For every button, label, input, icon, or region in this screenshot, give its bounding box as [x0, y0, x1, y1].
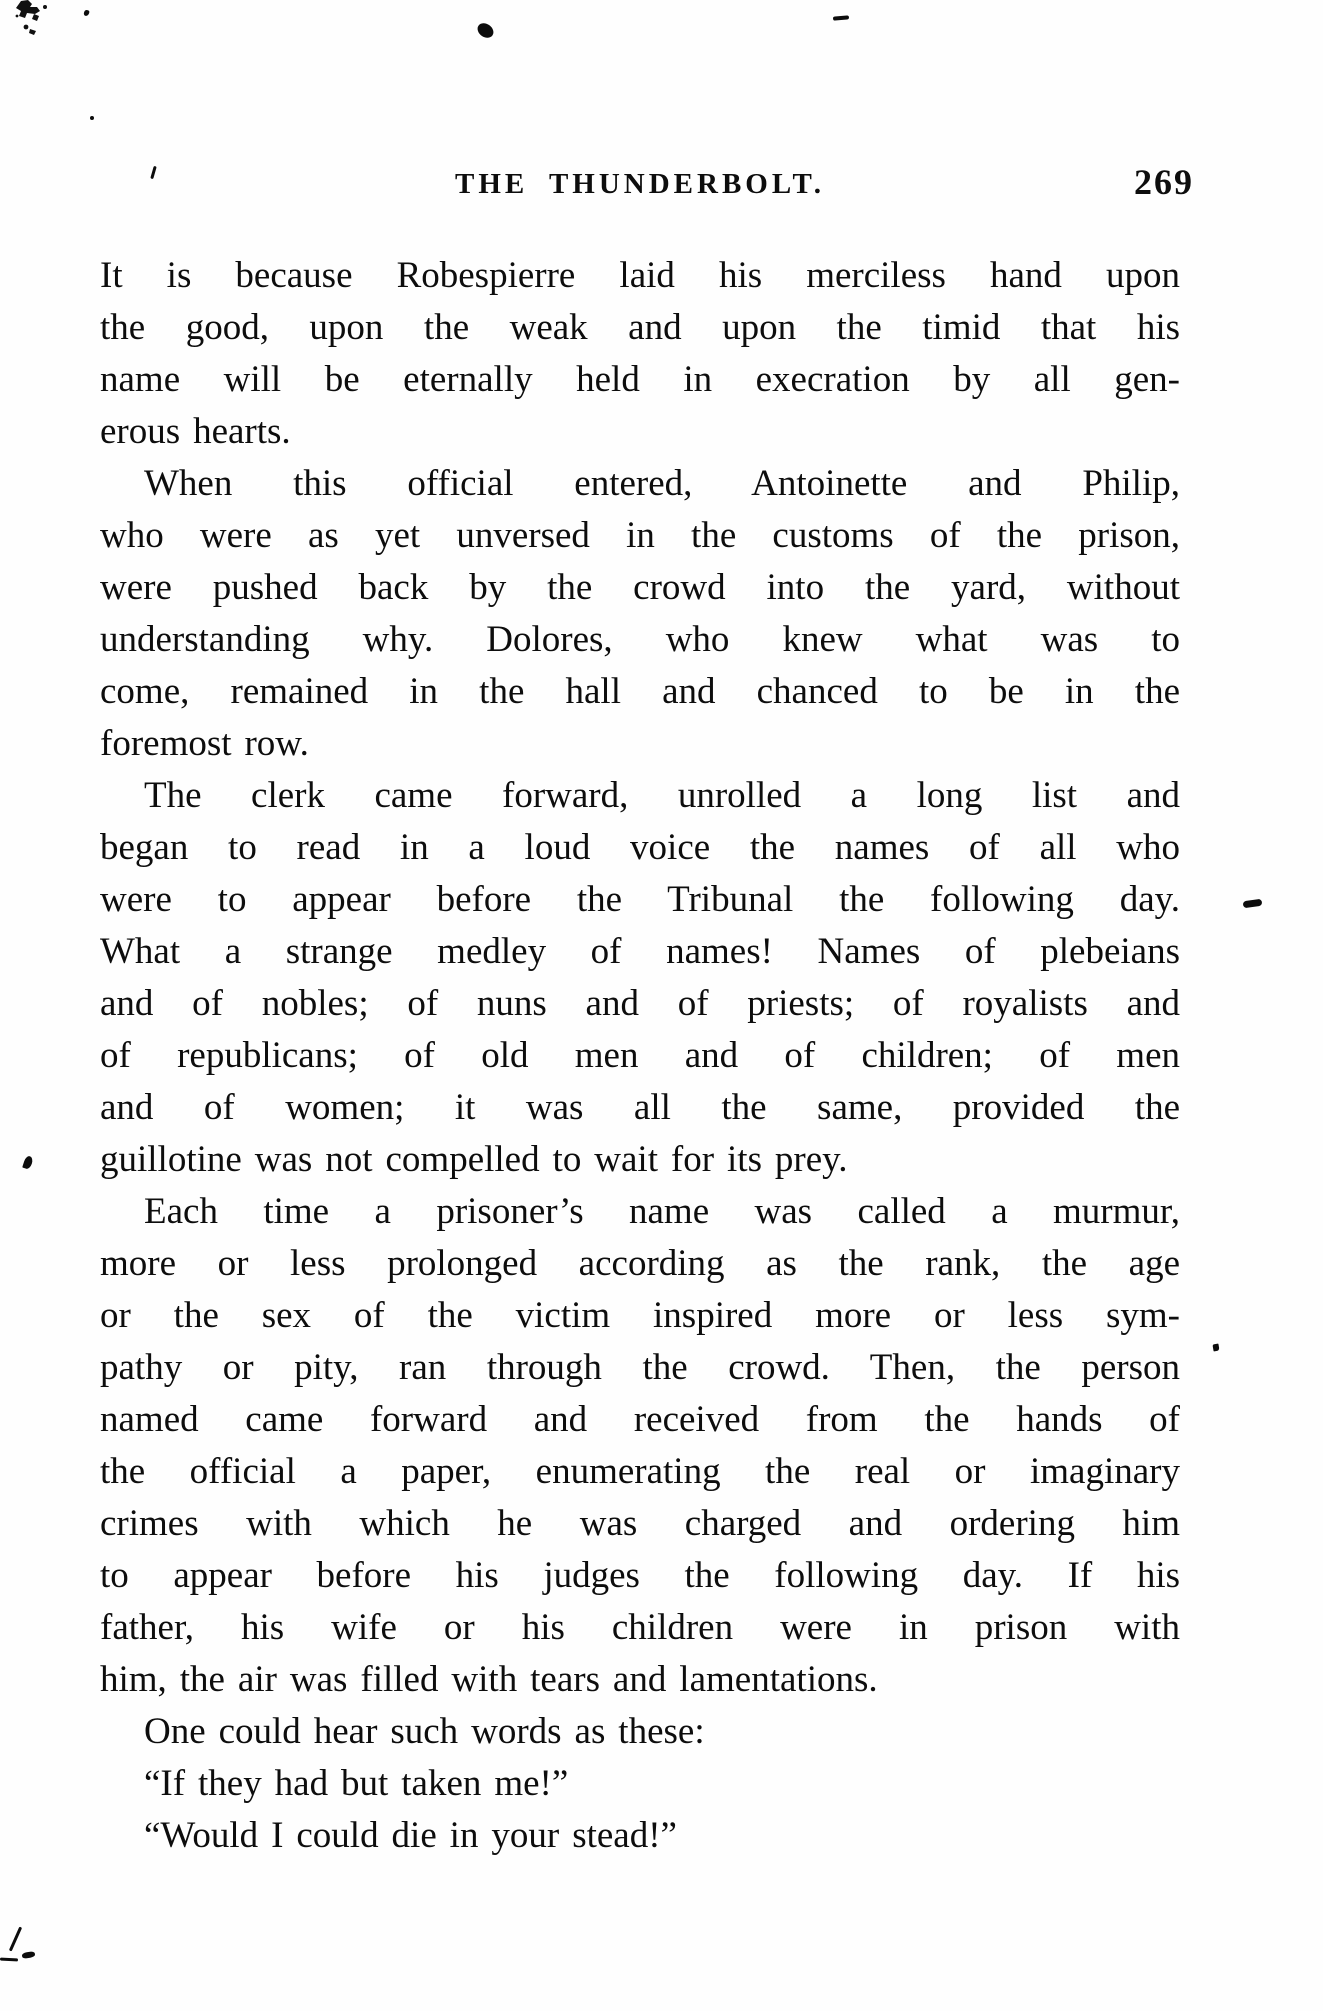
- text-line: him, the air was filled with tears and lamentations.: [100, 1659, 878, 1700]
- text-line: foremost row.: [100, 723, 309, 764]
- text-line: When this official entered, Antoinette and Philip,: [144, 463, 1180, 504]
- text-line: and of women; it was all the same, provided the: [100, 1087, 1180, 1128]
- apostrophe-speck-icon: [22, 1155, 34, 1170]
- text-line: crimes with which he was charged and ordering him: [100, 1503, 1180, 1544]
- ink-blob-icon: [475, 20, 496, 40]
- text-line: were to appear before the Tribunal the following day.: [100, 879, 1180, 920]
- running-head: [100, 162, 1194, 212]
- ink-speck-icon: [83, 9, 90, 16]
- dash-mark-right-margin-icon: [1243, 899, 1263, 909]
- slash-mark-icon: [9, 1927, 22, 1952]
- text-line: It is because Robespierre laid his merciless hand upon: [100, 255, 1180, 296]
- text-line: father, his wife or his children were in prison with: [100, 1607, 1180, 1648]
- paragraph: [100, 1706, 1180, 1758]
- text-line: “Would I could die in your stead!”: [144, 1815, 677, 1856]
- text-line: of republicans; of old men and of children; of men: [100, 1035, 1180, 1076]
- text-line: understanding why. Dolores, who knew what was to: [100, 619, 1180, 660]
- text-line: were pushed back by the crowd into the yard, without: [100, 567, 1180, 608]
- text-line: guillotine was not compelled to wait for its prey.: [100, 1139, 848, 1180]
- paragraph: [100, 250, 1180, 458]
- text-line: “If they had but taken me!”: [144, 1763, 569, 1804]
- text-line: One could hear such words as these:: [144, 1711, 705, 1752]
- squiggle-mark-bottom-icon: [22, 1951, 36, 1959]
- text-line: began to read in a loud voice the names of all who: [100, 827, 1180, 868]
- text-line: the good, upon the weak and upon the timid that his: [100, 307, 1180, 348]
- text-line: and of nobles; of nuns and of priests; of royalists and: [100, 983, 1180, 1024]
- running-title: THE THUNDERBOLT.: [454, 168, 825, 200]
- text-line: come, remained in the hall and chanced to be in the: [100, 671, 1180, 712]
- text-line: name will be eternally held in execration by all gen-: [100, 359, 1180, 400]
- text-line: more or less prolonged according as the rank, the age: [100, 1243, 1180, 1284]
- paragraph: [100, 1186, 1180, 1706]
- text-line: the official a paper, enumerating the real or imaginary: [100, 1451, 1180, 1492]
- paragraph: [100, 1810, 1180, 1862]
- ink-dot-icon: [90, 116, 94, 120]
- dash-mark-bottom-icon: [0, 1958, 18, 1962]
- text-line: named came forward and received from the hands of: [100, 1399, 1180, 1440]
- text-line: who were as yet unversed in the customs of the prison,: [100, 515, 1180, 556]
- paragraph: [100, 770, 1180, 1186]
- text-line: What a strange medley of names! Names of plebeians: [100, 931, 1180, 972]
- text-line: erous hearts.: [100, 411, 291, 452]
- paragraph: [100, 458, 1180, 770]
- text-line: or the sex of the victim inspired more or less sym-: [100, 1295, 1180, 1336]
- page-number: 269: [1134, 162, 1194, 202]
- ink-smudge-icon: [14, 0, 60, 36]
- small-speck-icon: [1212, 1344, 1219, 1352]
- dash-mark-top-icon: [833, 15, 849, 20]
- text-line: The clerk came forward, unrolled a long list and: [144, 775, 1180, 816]
- body-text: [100, 250, 1180, 1862]
- text-line: pathy or pity, ran through the crowd. Then, the person: [100, 1347, 1180, 1388]
- text-line: to appear before his judges the following day. If his: [100, 1555, 1180, 1596]
- paragraph: [100, 1758, 1180, 1810]
- text-line: Each time a prisoner’s name was called a murmur,: [144, 1191, 1180, 1232]
